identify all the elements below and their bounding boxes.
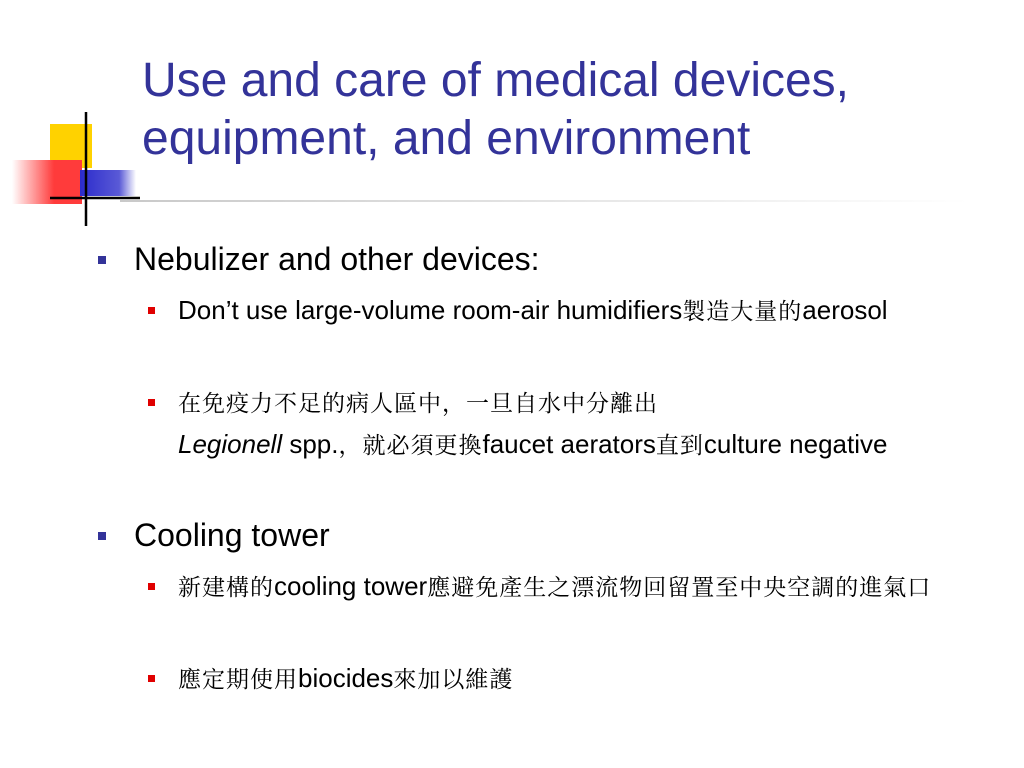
bullet-square-icon — [148, 675, 155, 682]
point-text: Legionell — [178, 429, 283, 459]
point-text: spp. — [282, 429, 339, 459]
bullet-square-icon — [148, 307, 155, 314]
bullet-square-icon — [148, 583, 155, 590]
point-text: 來加以維護 — [393, 667, 514, 693]
title-divider — [120, 200, 970, 202]
point-cooling-tower-drift — [178, 566, 998, 608]
section-heading-cooling-tower — [134, 516, 330, 554]
deco-blue-bar — [80, 170, 136, 196]
point-humidifiers — [178, 290, 998, 332]
title-line-2: equipment, and environment — [142, 112, 751, 165]
point-text: 在免疫力不足的病人區中，一旦自水中分離出 — [178, 391, 658, 417]
section-heading-text: Cooling tower — [134, 517, 330, 553]
slide-title — [142, 52, 1002, 168]
point-biocides — [178, 658, 998, 700]
point-text: Don’t use large-volume room-air humidifiers — [178, 295, 683, 325]
point-legionella — [178, 382, 998, 466]
point-text: 新建構的 — [178, 575, 274, 601]
point-text: 製造大量的 — [682, 299, 803, 325]
title-line-1: Use and care of medical devices, — [142, 54, 850, 107]
point-text: biocides — [298, 663, 394, 693]
point-text: 應避免產生之漂流物回留置至中央空調的進氣口 — [427, 575, 932, 601]
point-text: 直到 — [655, 433, 704, 459]
bullet-square-icon — [98, 256, 106, 264]
corner-decoration — [0, 0, 140, 240]
point-text: cooling tower — [274, 571, 428, 601]
point-text: 應定期使用 — [178, 667, 298, 693]
bullet-square-icon — [98, 532, 106, 540]
point-text: faucet aerators — [482, 429, 656, 459]
point-text: ，就必須更換 — [338, 433, 483, 459]
point-text: aerosol — [802, 295, 888, 325]
section-heading-nebulizer — [134, 240, 540, 278]
point-text: culture negative — [703, 429, 888, 459]
section-heading-text: Nebulizer and other devices: — [134, 241, 540, 277]
bullet-square-icon — [148, 399, 155, 406]
